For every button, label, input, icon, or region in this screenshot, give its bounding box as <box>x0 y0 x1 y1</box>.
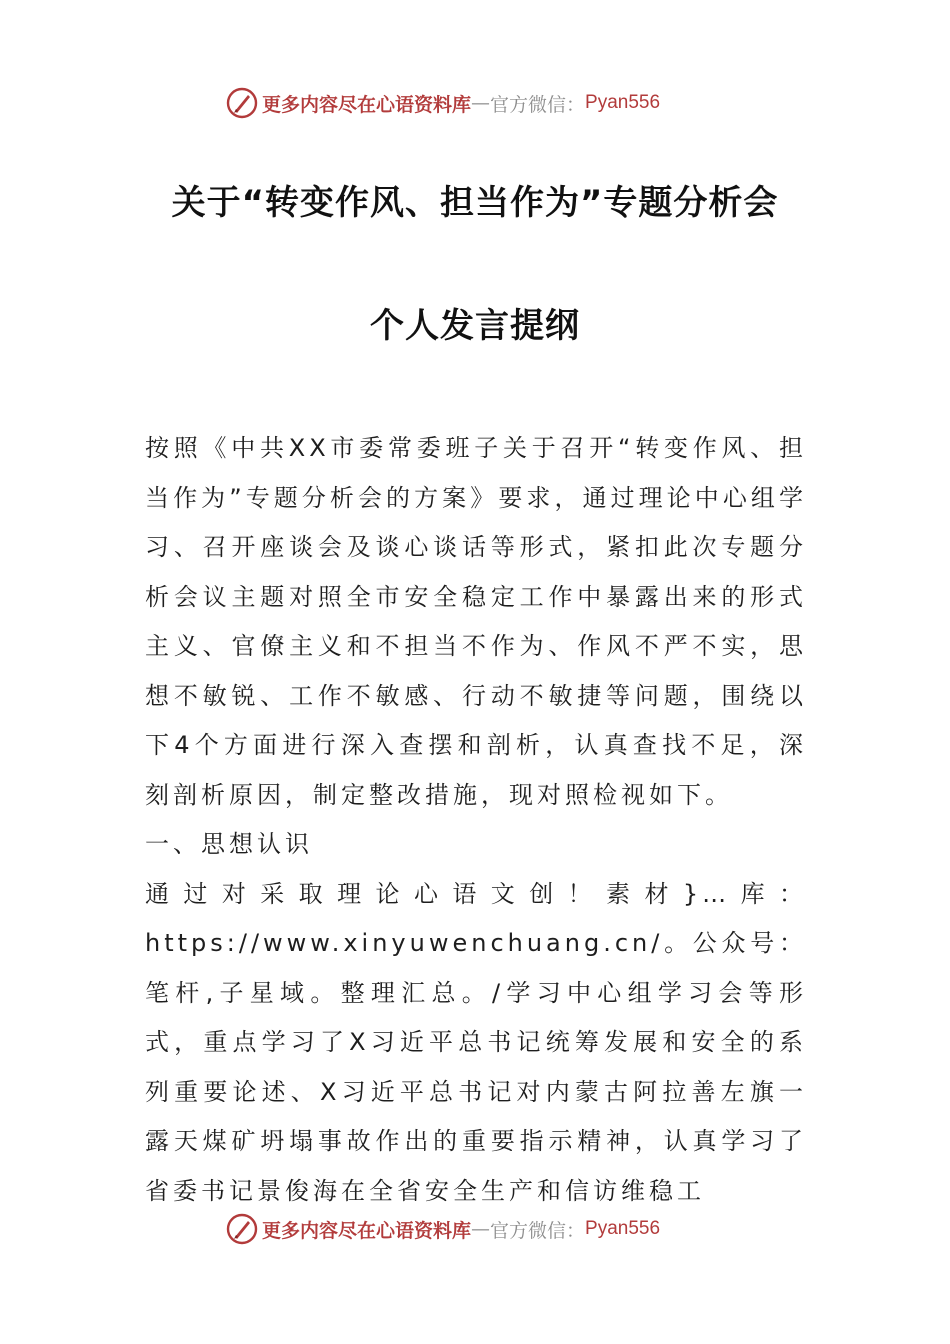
page-title-line-1: 关于“转变作风、担当作为”专题分析会 <box>171 183 779 223</box>
page-title-line-2: 个人发言提纲 <box>370 306 580 346</box>
watermark-main-text: 更多内容尽在心语资料库 <box>262 93 472 116</box>
watermark-wechat-id: Pyan556 <box>585 1218 661 1239</box>
intro-paragraph: 按照《中共XX市委常委班子关于召开“转变作风、担当作为”专题分析会的方案》要求，通过理论中心组学习、召开座谈会及谈心谈话等形式，紧扣此次专题分析会议主题对照全市安全稳定工作中暴露出来的形式主义、官僚主义和不担当不作为、作风不严不实，思想不敏锐、工作不敏感、行动不敏捷等问题，围绕以下4个方面进行深入查摆和剖析，认真查找不足，深刻剖析原因，制定整改措施，现对照检视如下。 <box>145 434 807 809</box>
quill-logo-icon <box>226 87 258 119</box>
watermark-dash: — <box>471 1218 491 1240</box>
watermark-sub-text: 官方微信： <box>490 1219 586 1242</box>
section-heading: 一、思想认识 <box>145 830 313 858</box>
quill-logo-icon <box>226 1213 258 1245</box>
watermark-wechat-id: Pyan556 <box>585 92 661 113</box>
watermark-sub-text: 官方微信： <box>490 93 586 116</box>
watermark-dash: — <box>471 92 491 114</box>
watermark-main-text: 更多内容尽在心语资料库 <box>262 1219 472 1242</box>
footer-watermark <box>226 1211 660 1247</box>
header-watermark <box>226 85 660 121</box>
section-paragraph: 通过对采取理论心语文创！素材}…库：https://www.xinyuwenchuang.cn/。公众号：笔杆,子星域。整理汇总。/学习中心组学习会等形式，重点学习了X习近平总书记统筹发展和安全的系列重要论述、X习近平总书记对内蒙古阿拉善左旗一露天煤矿坍塌事故作出的重要指示精神，认真学习了省委书记景俊海在全省安全生产和信访维稳工 <box>145 879 807 1205</box>
document-body <box>145 424 807 1216</box>
